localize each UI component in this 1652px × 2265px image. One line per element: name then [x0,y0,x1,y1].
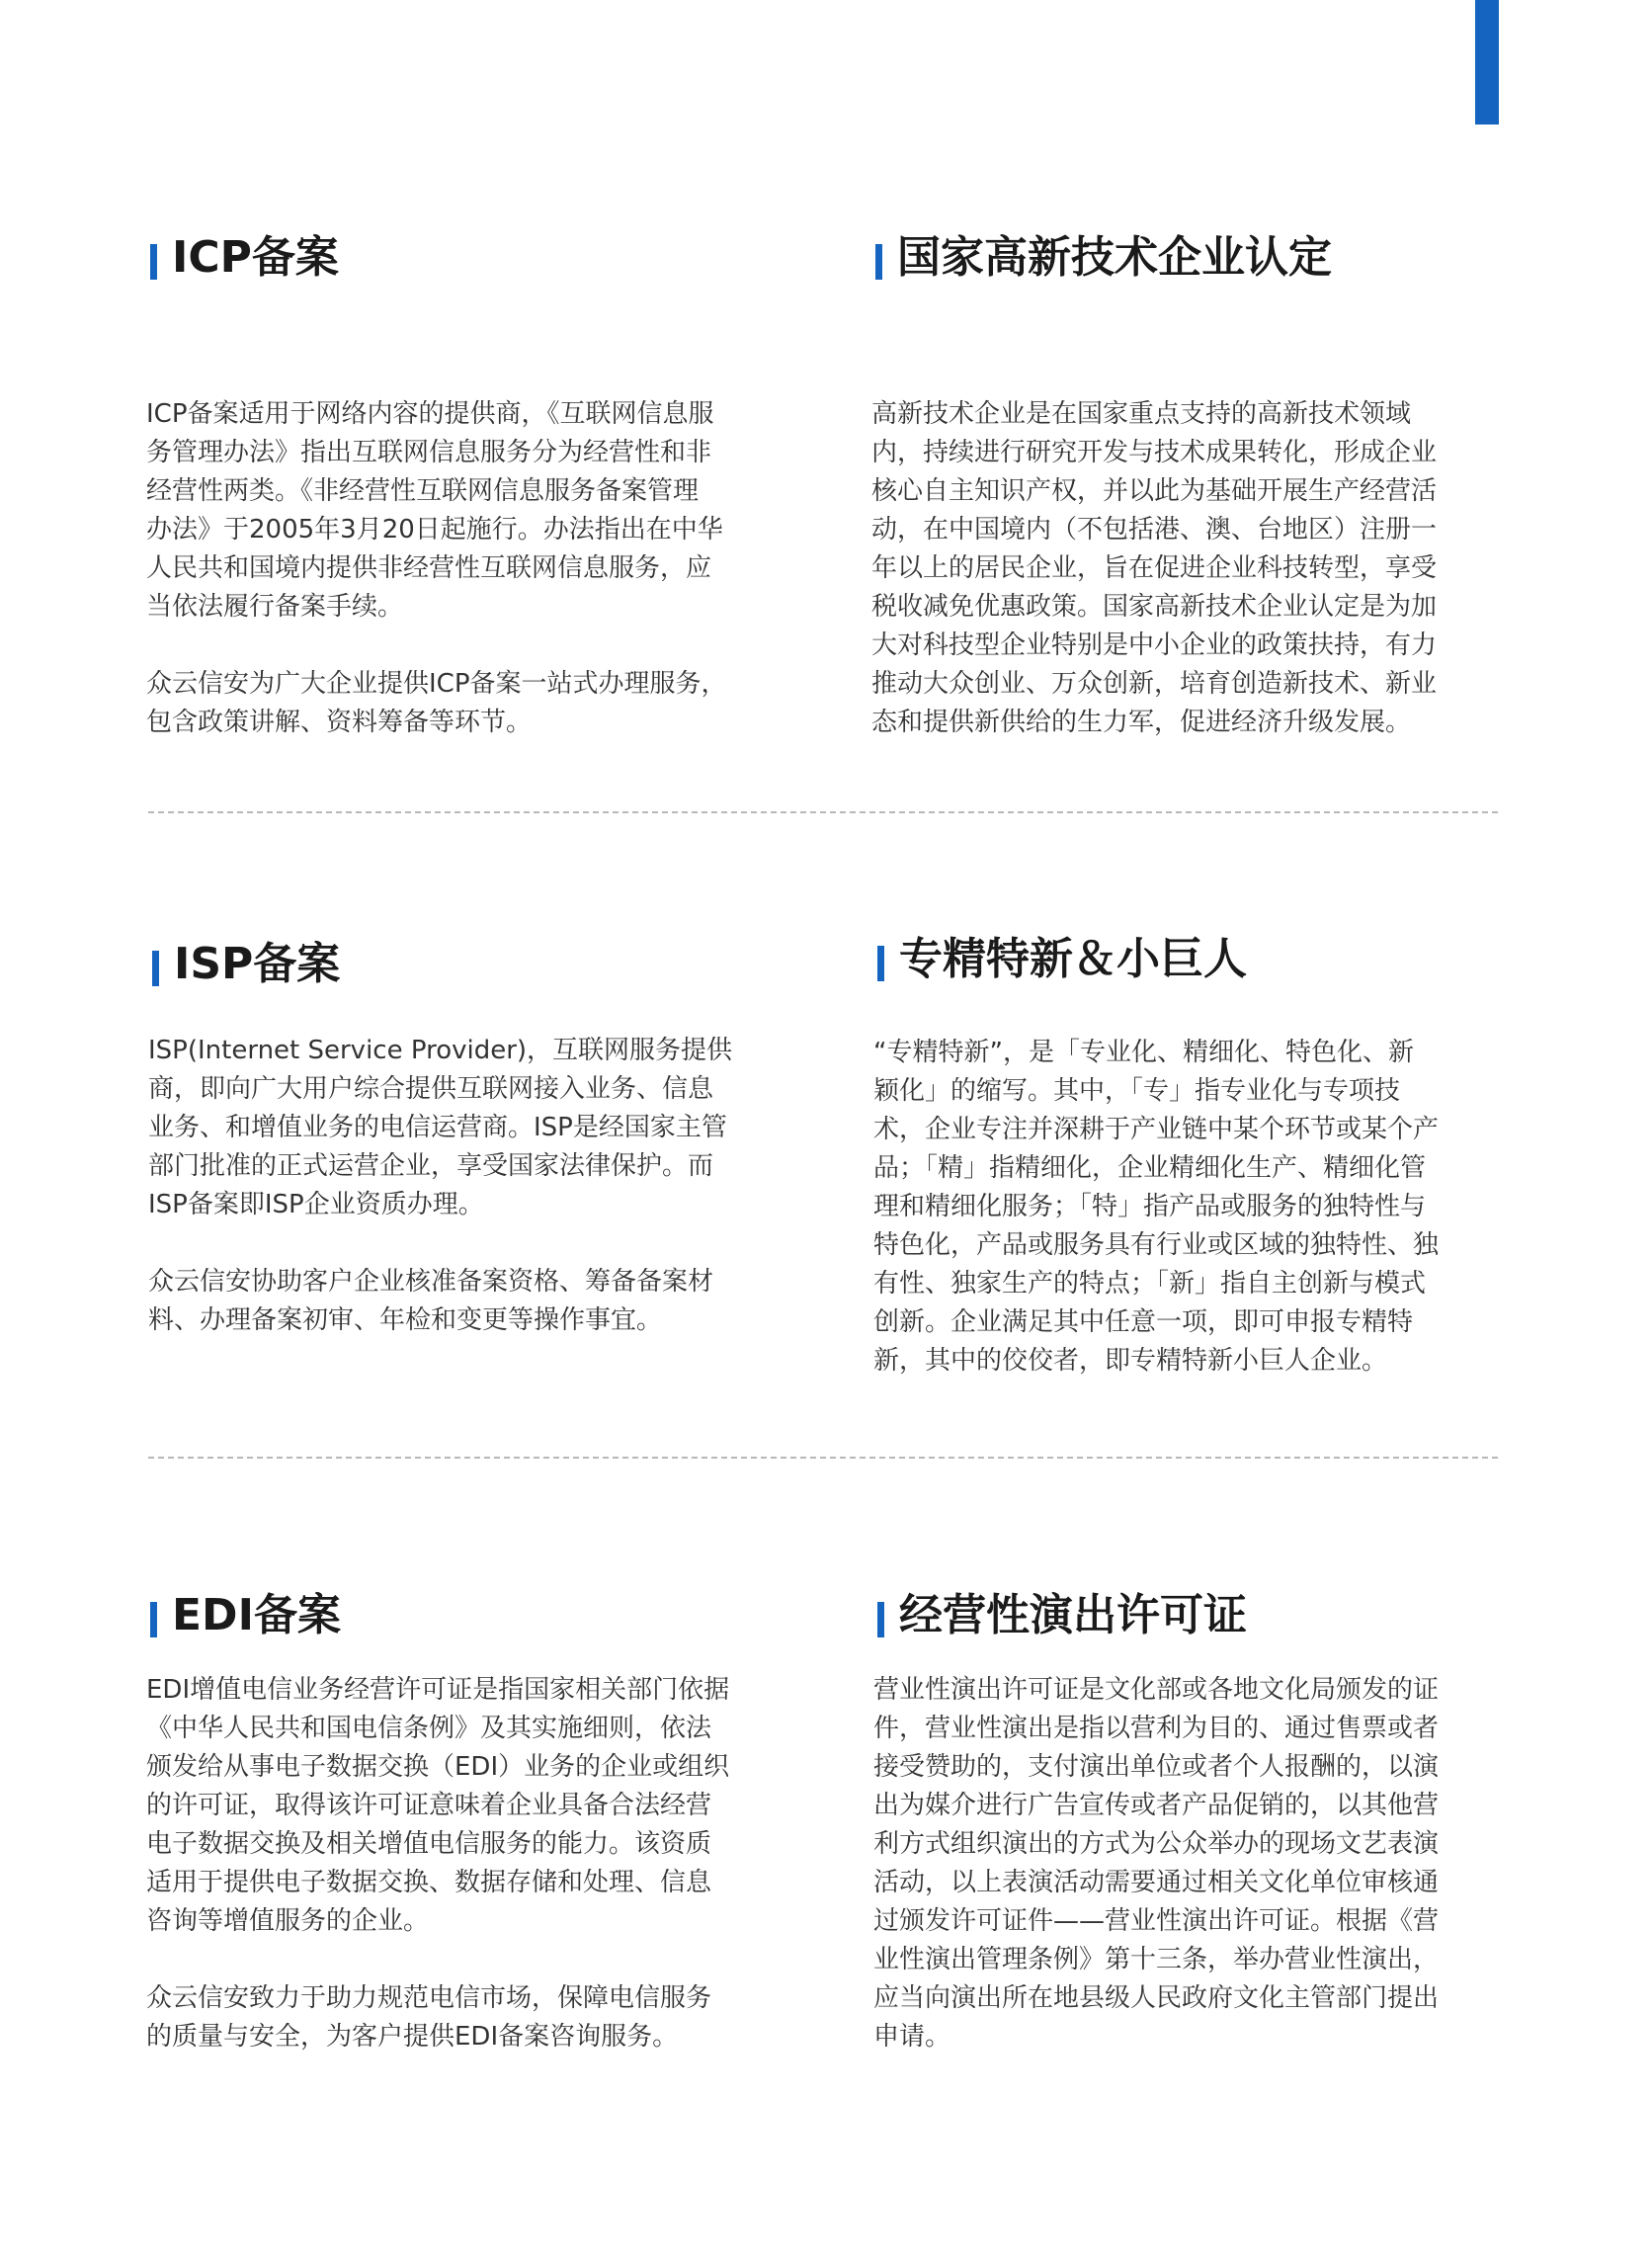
section-specialized [873,931,1506,1381]
section-paragraph: “专精特新”，是「专业化、精细化、特色化、新 颖化」的缩写。其中，「专」指专业化与专项技 术，企业专注并深耕于产业链中某个环节或某个产 品；「精」指精细化，企业精细化生产、精细化管 理和精细化服务；「特」指产品或服务的独特性与 特色化，产品或服务具有行业或区域的独特性、独 有性、独家生产的特点；「新」指自主创新与模式 创新。企业满足其中任意一项，即可申报专精特 新，其中的佼佼者，即专精特新小巨人企业。 [873,1038,1440,1376]
section-divider [148,1457,1498,1459]
section-title: 专精特新＆小巨人 [873,931,1506,988]
section-isp [148,936,781,1340]
section-edi [146,1587,779,2056]
corner-accent-bar [1475,0,1499,125]
section-paragraph: 众云信安为广大企业提供ICP备案一站式办理服务， 包含政策讲解、资料筹备等环节。 [146,669,727,737]
section-paragraph: 营业性演出许可证是文化部或各地文化局颁发的证 件，营业性演出是指以营利为目的、通过售票或者 接受赞助的，支付演出单位或者个人报酬的，以演 出为媒介进行广告宣传或者产品促销的，以其他营 利方式组织演出的方式为公众举办的现场文艺表演 活动，以上表演活动需要通过相关文化单位审核通 过颁发许可证件——营业性演出许可证。根据《营 业性演出管理条例》第十三条，举办营业性演出， 应当向演出所在地县级人民政府文化主管部门提出 申请。 [873,1675,1440,2052]
section-title: 国家高新技术企业认定 [871,229,1504,287]
section-paragraph: 众云信安协助客户企业核准备案资格、筹备备案材 料、办理备案初审、年检和变更等操作事宜。 [148,1267,714,1335]
section-paragraph: ISP(Internet Service Provider)，互联网服务提供 商，即向广大用户综合提供互联网接入业务、信息 业务、和增值业务的电信运营商。ISP是经国家主管 部门批准的正式运营企业，享受国家法律保护。而 ISP备案即ISP企业资质办理。 [148,1036,733,1219]
section-title: EDI备案 [146,1587,779,1644]
section-icp [146,229,779,742]
section-performance-license [873,1587,1506,2056]
section-title: ISP备案 [148,936,781,993]
section-title: ICP备案 [146,229,779,287]
section-paragraph: 众云信安致力于助力规范电信市场，保障电信服务 的质量与安全，为客户提供EDI备案咨询服务。 [146,1983,712,2052]
section-paragraph: 高新技术企业是在国家重点支持的高新技术领域 内，持续进行研究开发与技术成果转化，形成企业 核心自主知识产权，并以此为基础开展生产经营活 动，在中国境内（不包括港、澳、台地区）注册一 年以上的居民企业，旨在促进企业科技转型，享受 税收减免优惠政策。国家高新技术企业认定是为加 大对科技型企业特别是中小企业的政策扶持，有力 推动大众创业、万众创新，培育创造新技术、新业 态和提供新供给的生力军，促进经济升级发展。 [871,399,1438,737]
section-divider [148,811,1498,813]
section-title: 经营性演出许可证 [873,1587,1506,1644]
section-high-tech [871,229,1504,742]
section-paragraph: ICP备案适用于网络内容的提供商，《互联网信息服 务管理办法》指出互联网信息服务分为经营性和非 经营性两类。《非经营性互联网信息服务备案管理 办法》于2005年3月20日起施行。办法指出在中华 人民共和国境内提供非经营性互联网信息服务，应 当依法履行备案手续。 [146,399,723,622]
section-paragraph: EDI增值电信业务经营许可证是指国家相关部门依据 《中华人民共和国电信条例》及其实施细则，依法 颁发给从事电子数据交换（EDI）业务的企业或组织 的许可证，取得该许可证意味着企业具备合法经营 电子数据交换及相关增值电信服务的能力。该资质 适用于提供电子数据交换、数据存储和处理、信息 咨询等增值服务的企业。 [146,1675,730,1936]
